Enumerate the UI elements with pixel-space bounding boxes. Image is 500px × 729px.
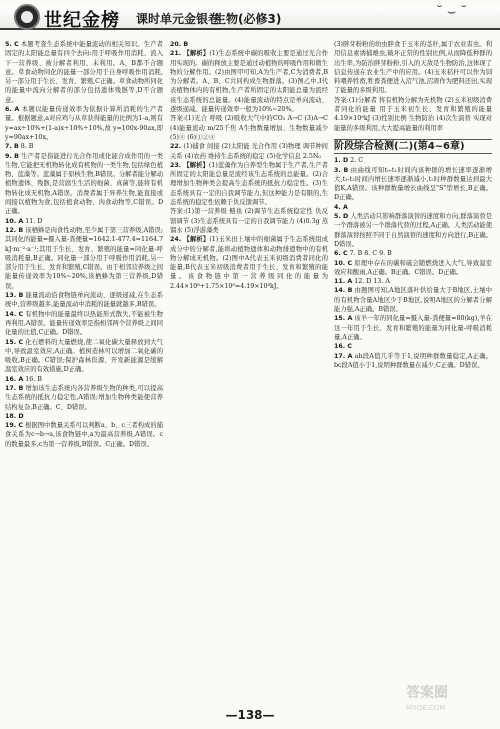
answer-explanation: 答案:(1)光合 呼吸 (2)吸收大气中的CO₂ A→C (3)A→C (4)能量流动 m/25千焦 A生物数量增加、生物数量减少 (5)④ (6)①②④: [170, 115, 328, 141]
answer-item: [170, 142, 328, 161]
answer-item: [334, 352, 492, 371]
answer-explanation: 11. D: [23, 217, 43, 225]
brand-logo-icon: [14, 4, 40, 30]
section-title: 阶段综合检测(二)(第4~6章): [334, 139, 492, 154]
answer-number: 10.: [334, 259, 348, 267]
answer-item: [5, 40, 163, 105]
answer-item: [170, 235, 328, 291]
watermark-text: 答案圈: [406, 685, 448, 701]
answer-explanation: 本题考查生态系统中能量流动的相关知识。生产者固定的太阳能总量有四个去向:用于呼吸作用消耗、流入下一营养级、被分解者利用、未利用。A、B都不合题意。草食动物同化的能量一部分用于自身呼吸作用消耗,另一部分用于生长、发育、繁殖,C正确。草食动物所同化的能量中流向分解者的部分包括遗体残骸等,D不合题意。: [5, 41, 163, 104]
answer-item: [5, 412, 163, 421]
page-header: [0, 0, 500, 36]
answer-number: 3.: [334, 166, 344, 174]
answer-number: 21.: [170, 50, 184, 58]
answer-key: B: [14, 152, 19, 160]
answer-item: [334, 249, 492, 258]
answer-explanation: 答案:(1)第一营养级 鲢鱼 (2)调节生态系统稳定性 负反馈调节 (3)生态系统具有一定的自我调节能力 (4)0.3g 蒸馏水 (5)浮游藻类: [170, 208, 328, 234]
answer-column-1: [5, 40, 163, 449]
series-subtitle: 课时单元金银卷: [136, 12, 221, 26]
answer-key: B: [183, 41, 189, 48]
answer-item: [334, 342, 492, 351]
answer-number: 13.: [5, 292, 19, 300]
answer-item: [5, 152, 163, 217]
answer-key: B: [18, 226, 24, 234]
answer-explanation: 答案:(1)分解者 将有机物分解为无机物 (2)玉米初级消费者同化的能量 用于玉米初生长、发育和繁殖的能量 4.19×10⁸kJ (3)性别比例 生物防治 (4)次生演替 实现对能量的多级利用,大大提高能量的利用率: [334, 96, 492, 132]
answer-item: [5, 142, 163, 151]
answer-number: 5.: [334, 213, 344, 221]
answer-key: A: [347, 315, 353, 323]
answer-item: [334, 156, 492, 165]
answer-key: C: [18, 310, 24, 318]
answer-key: C: [347, 259, 353, 267]
answer-number: 5.: [5, 41, 15, 48]
answer-item: [5, 226, 163, 291]
answer-explanation: (1)玉米田上壤中的细菌属于生态系统组成成分中的分解者,能将动植物遗体和动物排遗物中的有机物分解成无机物。(2)图中A代表玉米初级消费者同化的能量,B代表玉米初级消费者用于生长、发育和繁殖的能量。该食物链中第一营养级同化的能量为2.44×10⁸+1.75×10⁸=4.19×10⁸kJ。: [170, 236, 329, 290]
answer-explanation: 16. B: [23, 375, 42, 383]
answer-item: [5, 291, 163, 310]
answer-item: [5, 338, 163, 375]
answer-explanation: 2. C: [348, 157, 364, 165]
watermark-logo: [406, 682, 496, 722]
answer-item: [170, 40, 328, 49]
answer-explanation: 原理中存在的碳和硫会随燃烧进入大气,导致温室效应和酸雨,A正确。B正确。C错误。D正确。: [334, 259, 492, 276]
answer-key: C: [347, 343, 352, 351]
answer-key: 【解析】: [183, 161, 209, 169]
answer-key: B: [18, 292, 24, 300]
answer-item: [170, 161, 328, 207]
answer-explanation: 8. B: [18, 143, 34, 151]
answer-item: [334, 40, 492, 96]
answer-explanation: (1)捕食 间接 (2)太阳能 光合作用 (3)物理 调节种间关系 (4)农药 维持生态系统的稳定 (5)化学信息 2.5N₀: [170, 143, 328, 160]
answer-column-2: [170, 40, 328, 291]
answer-number: 16.: [334, 343, 348, 351]
answer-explanation: 人类活动只影响群落演替的速度和方向,群落演替是一个群落被另一个群落代替的过程,A正确。人类活动能使群落演替按照不同于自然演替的速度和方向进行,B正确。D错误。: [334, 213, 492, 248]
brand-title: 世纪金榜: [44, 10, 120, 31]
answer-number: 15.: [5, 338, 19, 346]
answer-number: 17.: [5, 384, 19, 392]
answer-key: C: [18, 338, 24, 346]
answer-number: 1.: [334, 157, 343, 165]
answer-key: D: [343, 213, 349, 221]
answer-explanation: (3)胖芽粉粉的幼虫胖食于玉米的茎秆,属于农业害虫。利用信息素诱捕雄虫,破坏正常的性别比例,从而降低种群的出生率,为防治胖芽粉粉,引入的天敌是生物防治,这体现了信息传递在农业生产中的应用。(4)玉米秸秆可以作为饲料喂养牲畜,牲畜粪便进入沼气池,沼渣作为肥料还田,实现了能量的多级利用。: [334, 41, 492, 95]
answer-key: A: [18, 217, 24, 225]
answer-item: [334, 286, 492, 314]
answer-item: [334, 203, 492, 212]
answer-key: A: [342, 203, 348, 211]
answer-item: [5, 217, 163, 226]
answer-number: 18.: [5, 412, 19, 420]
answer-number: 9.: [5, 152, 15, 160]
answer-number: 15.: [334, 315, 348, 323]
watermark-url: MXQE.COM: [406, 704, 446, 712]
answer-key: B: [13, 143, 19, 151]
answer-key: B: [347, 287, 353, 295]
answer-item: [334, 314, 492, 342]
answer-explanation: 由曲线可知t₀-t₁时间内该种群的增长速率逐渐增大,t₁-t₂时间内增长速率逐渐减小,t₂时种群数量达到最大值K,A错误。该种群数量增长曲线呈"S"型增长,B正确。D正确。: [334, 166, 492, 202]
answer-item: [334, 259, 492, 278]
answer-key: D: [342, 157, 349, 165]
answer-key: A: [347, 352, 353, 360]
answer-key: B: [343, 166, 349, 174]
answer-item: [5, 421, 163, 449]
answer-key: 【解析】: [183, 236, 210, 244]
answer-key: D: [18, 412, 24, 420]
answer-number: 12.: [5, 226, 19, 234]
answer-number: 23.: [170, 161, 184, 169]
answer-explanation: 该羊一年的同化量=摄入量-粪便量=80(kg),羊在这一年用于生长、发育和繁殖的能量为同化量-呼吸消耗量,A正确。: [334, 315, 492, 341]
answer-explanation: 由题图可知,A地区落叶供给量大于B地区,土壤中的有机物含量A地区少于B地区,说明A地区的分解者分解能力强,A正确。B错误。: [334, 287, 492, 314]
answer-key: A: [347, 278, 353, 286]
answer-explanation: (1)蓝藻作为自养型生物属于生产者,生产者所固定的太阳能总量是流经该生态系统的总能量。(2)合理增加生物种类会提高生态系统的抵抗力稳定性。(3)生态系统具有一定的自我调节能力,但这种能力是有限的,生态系统的稳定性依赖于负反馈调节。: [170, 161, 329, 207]
answer-number: 17.: [334, 352, 348, 360]
answer-number: 24.: [170, 236, 184, 244]
answer-explanation: 本题以能量传递效率为依据计算所消耗的生产者量。根据题意,a对应鸡与从草获得能量的比例为1-a,则有 y=ax÷10%+(1-a)x÷10%÷10%,故 y=100x-90ax,即 y=90ax+10x。: [5, 106, 163, 141]
answer-number: 19.: [5, 422, 19, 430]
birds-icon: ˘⌣˘: [436, 4, 472, 20]
answer-item: [170, 207, 328, 235]
answer-number: 11.: [334, 278, 348, 286]
answer-number: 22.: [170, 143, 184, 151]
answer-item: [170, 114, 328, 142]
answer-key: C: [342, 250, 348, 258]
answer-number: 6.: [334, 250, 343, 258]
answer-item: [334, 166, 492, 203]
answer-number: 4.: [334, 203, 343, 211]
answer-key: A: [18, 375, 24, 383]
answer-explanation: 12. D 13. A: [352, 278, 390, 286]
answer-key: 【解析】: [183, 50, 210, 58]
answer-item: [5, 384, 163, 412]
answer-explanation: 化石燃料的大量燃烧,使二氧化碳大量释放到大气中,导致温室效应,A正确。植树造林可以增加二氧化碳的吸收,B正确。C错误;保护森林资源、开发新能源是缓解温室效应的有效措施,D正确。: [5, 338, 163, 374]
answer-number: 16.: [5, 375, 19, 383]
answer-explanation: 生产者是指能进行光合作用或化能合成作用的一类生物,它能把无机物转化成有机物的一类生物,包括绿色植物、蓝藻等。蓝藻属于原核生物,B错误。分解者能分解动植物遗体、残骸,是营腐生生活的细菌、真菌等,能将有机物转化成无机物,A错误。消费者属于异养生物,能直接或间接以植物为食,包括植食动物、肉食动物等,C错误。D正确。: [5, 152, 163, 216]
answer-item: [334, 96, 492, 133]
answer-key: C: [18, 422, 24, 430]
answer-explanation: 能量流动沿食物链单向流动、逐级递减,在生态系统中,营养级越多,能量流动中消耗的能量就越多,B错误。: [5, 292, 163, 309]
answer-item: [334, 212, 492, 249]
answer-item: [5, 105, 163, 142]
answer-item: [170, 49, 328, 114]
page-number: —138—: [225, 708, 275, 722]
answer-explanation: ab段A值几乎等于1,说明种群数量稳定,A正确。bc段A值小于1,说明种群数量在减少,C正确。D错误。: [334, 352, 492, 369]
answer-key: B: [18, 384, 24, 392]
answer-item: [5, 310, 163, 338]
answer-number: 14.: [5, 310, 19, 318]
answer-explanation: 该栖蜂是肉食性动物,至少属于第三营养级,A错误;其同化的能量=摄入量-粪便量=1642.1-477.4=1164.7 kJ·m⁻²·a⁻¹;其用于生长、发育、繁殖的能量=同化量-呼吸消耗量,B正确。同化量一部分用于呼吸作用消耗,另一部分用于生长、发育和繁殖,C错误。由于相邻营养级之间能量传递效率为10%~20%,该栖蜂为第三营养级,D错误。: [5, 226, 163, 290]
answer-explanation: 增加该生态系统内各营养级生物的种类,可以提高生态系统的抵抗力稳定性,A错误;增加生物种类能使营养结构复杂,B正确。C、D错误。: [5, 384, 163, 411]
answer-item: [334, 277, 492, 286]
answer-item: [5, 375, 163, 384]
answer-number: 7.: [5, 143, 14, 151]
answer-explanation: 有机物中的能量最终以热能形式散失,不能被生物再利用,A错误。能量传递效率是指相邻两个营养级之间同化量的比值,C正确。D错误。: [5, 310, 163, 337]
answer-number: 20.: [170, 41, 184, 48]
answer-explanation: (1)生态系统中碳的吸收主要是通过光合作用实现的。碳的释放主要是通过动植物的呼吸作用和微生物的分解作用。(2)由图甲可知,A为生产者,C为消费者,B为分解者。A、B、C共同构成生物群落。(3)图乙中,Ⅰ代表植物体内的有机物,生产者所固定的太阳能总量为流经该生态系统的总能量。(4)能量流动的特点是单向流动、逐级递减。能量传递效率一般为10%~20%。: [170, 50, 329, 114]
answer-number: 10.: [5, 217, 19, 225]
answer-number: 6.: [5, 106, 15, 114]
answer-key: A: [14, 106, 20, 114]
subject-label: 生物(必修3): [214, 12, 282, 26]
answer-explanation: 7. B 8. C 9. B: [347, 250, 392, 258]
answer-column-3: [334, 40, 492, 370]
answer-key: C: [14, 41, 19, 48]
answer-explanation: 根据图中数量关系可以判断a、b、c三者构成的捕食关系为c→b→a,该食物链中,a为最高营养级,A错误。c的数量最多,c为第一营养级,B错误。C正确。D错误。: [5, 422, 163, 448]
answer-number: 14.: [334, 287, 348, 295]
